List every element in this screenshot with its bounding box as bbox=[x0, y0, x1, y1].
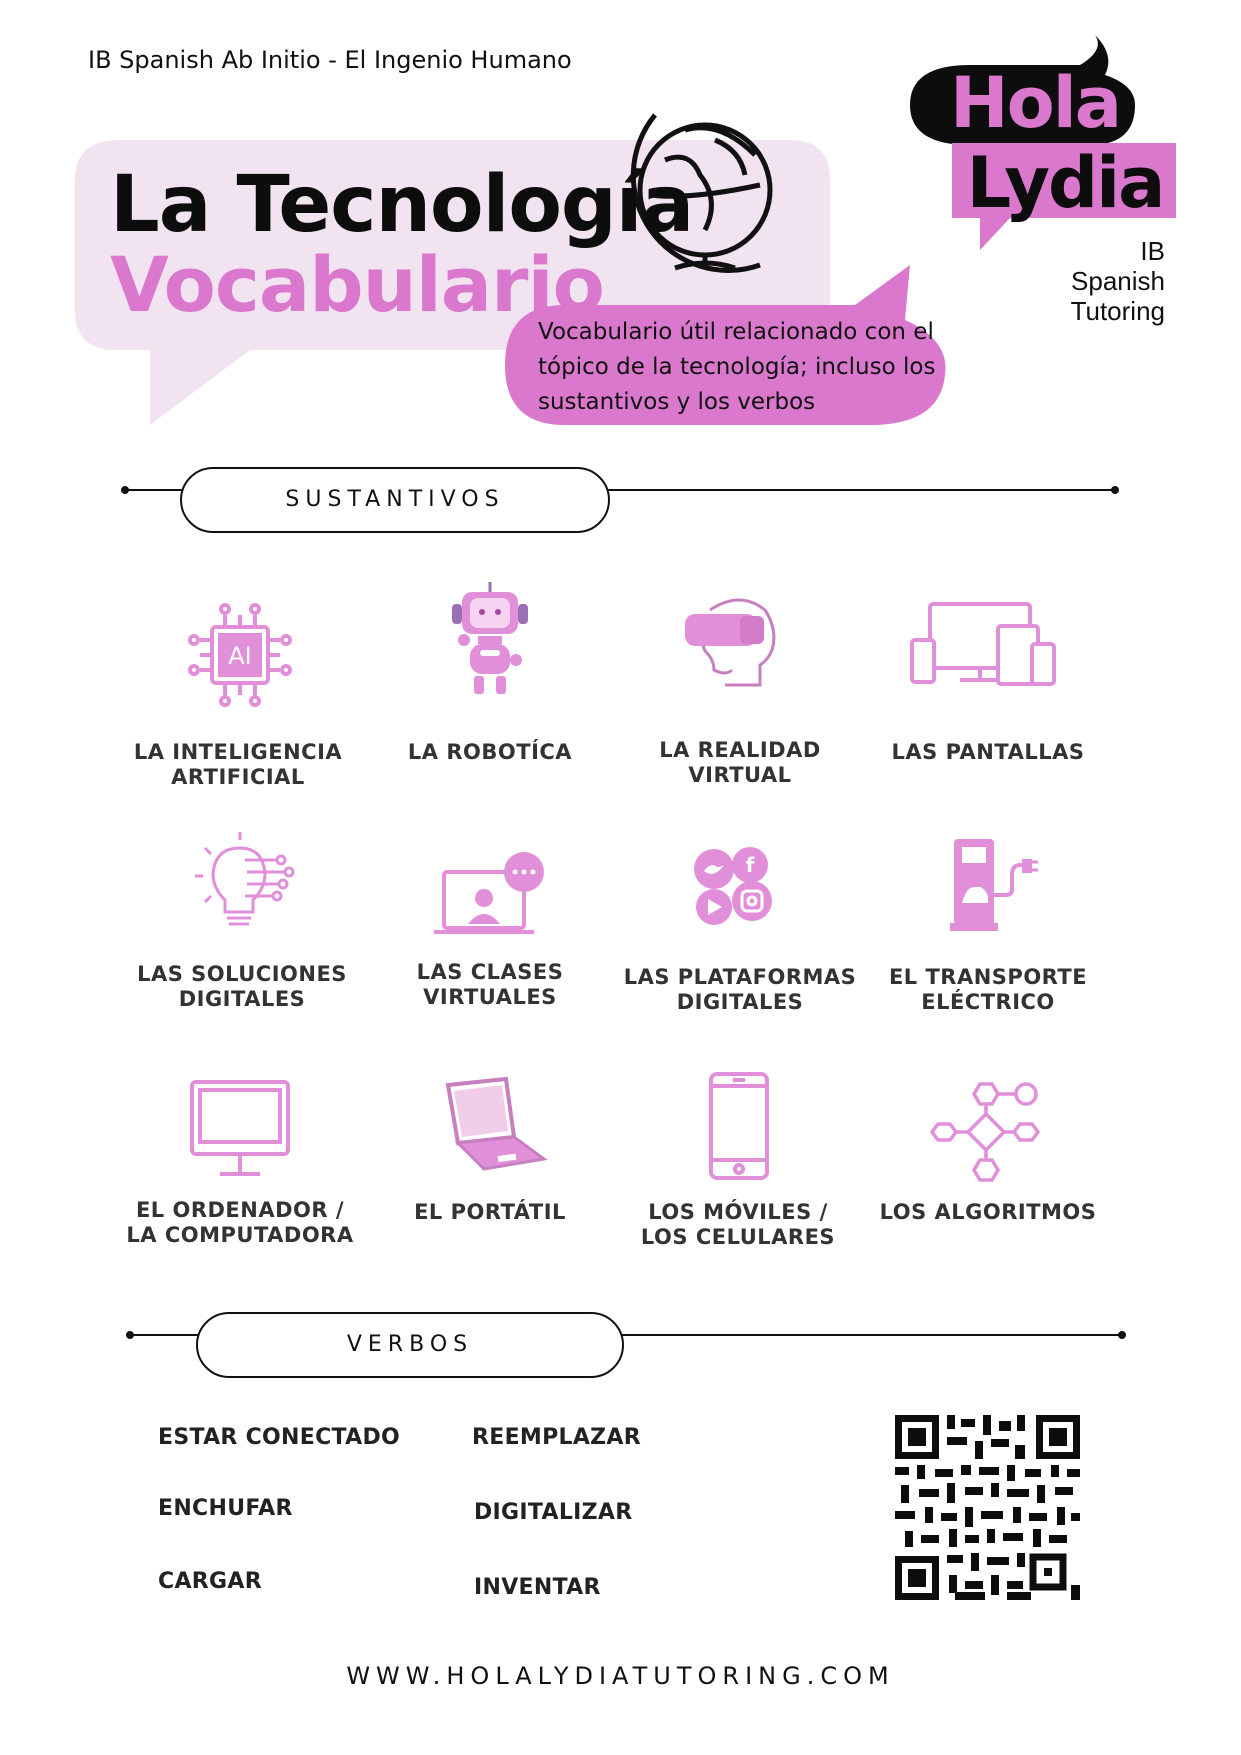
social-platforms-icon bbox=[690, 845, 780, 935]
noun-label-computer bbox=[120, 1198, 360, 1248]
virtual-class-icon bbox=[430, 850, 550, 940]
noun-label-computer-line2: LA COMPUTADORA bbox=[126, 1223, 354, 1247]
noun-label-platforms-line1: LAS PLATAFORMAS bbox=[623, 965, 857, 989]
logo-word-hola: Hola bbox=[950, 62, 1120, 144]
noun-label-digital-solutions-line2: DIGITALES bbox=[178, 987, 306, 1011]
qr-code[interactable] bbox=[895, 1415, 1080, 1600]
screens-icon bbox=[910, 600, 1060, 695]
page-subtitle: Vocabulario bbox=[110, 240, 604, 329]
noun-label-digital-solutions bbox=[122, 962, 362, 1012]
ai-chip-icon bbox=[180, 595, 300, 715]
noun-label-platforms bbox=[620, 965, 860, 1015]
noun-label-vr-line2: VIRTUAL bbox=[688, 763, 792, 787]
noun-label-robotics-line1: LA ROBOTÍCA bbox=[407, 740, 573, 764]
noun-label-robotics bbox=[370, 740, 610, 765]
logo-tagline bbox=[1040, 236, 1165, 326]
noun-label-algorithms-line1: LOS ALGORITMOS bbox=[879, 1200, 1097, 1224]
noun-label-ai-line2: ARTIFICIAL bbox=[171, 765, 305, 789]
ev-charger-icon bbox=[950, 835, 1040, 935]
page-title: La Tecnología bbox=[110, 160, 694, 250]
noun-label-ai-line1: LA INTELIGENCIA bbox=[133, 740, 343, 764]
noun-label-screens-line1: LAS PANTALLAS bbox=[891, 740, 1085, 764]
lightbulb-circuit-icon bbox=[185, 830, 305, 940]
svg-text:f: f bbox=[745, 853, 755, 877]
noun-label-virtual-classes-line1: LAS CLASES bbox=[416, 960, 564, 984]
noun-label-electric-transport-line2: ELÉCTRICO bbox=[921, 990, 1055, 1014]
logo-tagline-line2: Tutoring bbox=[1070, 296, 1165, 326]
noun-label-vr bbox=[620, 738, 860, 788]
noun-label-mobiles-line1: LOS MÓVILES / bbox=[648, 1200, 828, 1224]
svg-text:AI: AI bbox=[228, 642, 252, 670]
course-subtitle: IB Spanish Ab Initio - El Ingenio Humano bbox=[88, 46, 572, 74]
laptop-icon bbox=[440, 1075, 550, 1185]
verbs-heading: VERBOS bbox=[196, 1312, 624, 1378]
website-link[interactable]: WWW.HOLALYDIATUTORING.COM bbox=[346, 1662, 895, 1690]
vr-headset-icon bbox=[680, 590, 790, 700]
noun-label-digital-solutions-line1: LAS SOLUCIONES bbox=[137, 962, 347, 986]
mobile-phone-icon bbox=[705, 1070, 775, 1185]
logo-word-lydia: Lydia bbox=[966, 142, 1164, 224]
nouns-heading: SUSTANTIVOS bbox=[180, 467, 610, 533]
noun-label-electric-transport-line1: EL TRANSPORTE bbox=[888, 965, 1088, 989]
noun-label-mobiles bbox=[618, 1200, 858, 1250]
noun-label-vr-line1: LA REALIDAD bbox=[659, 738, 821, 762]
noun-label-virtual-classes-line2: VIRTUALES bbox=[423, 985, 557, 1009]
verb-inventar: INVENTAR bbox=[474, 1575, 601, 1600]
noun-label-electric-transport bbox=[868, 965, 1108, 1015]
verb-cargar: CARGAR bbox=[158, 1569, 262, 1594]
verb-estar-conectado: ESTAR CONECTADO bbox=[158, 1425, 401, 1450]
desktop-monitor-icon bbox=[188, 1078, 298, 1183]
description-text: Vocabulario útil relacionado con el tópico de la tecnología; incluso los sustantivos y los verbos bbox=[538, 319, 936, 415]
robot-icon bbox=[440, 580, 540, 710]
noun-label-laptop-line1: EL PORTÁTIL bbox=[414, 1200, 566, 1224]
noun-label-laptop bbox=[370, 1200, 610, 1225]
verb-enchufar: ENCHUFAR bbox=[158, 1496, 293, 1521]
noun-label-platforms-line2: DIGITALES bbox=[676, 990, 804, 1014]
algorithm-flowchart-icon bbox=[930, 1080, 1045, 1185]
noun-label-virtual-classes bbox=[370, 960, 610, 1010]
verb-digitalizar: DIGITALIZAR bbox=[474, 1500, 633, 1525]
logo-tagline-line1: IB Spanish bbox=[1071, 236, 1165, 296]
noun-label-screens bbox=[868, 740, 1108, 765]
noun-label-algorithms bbox=[868, 1200, 1108, 1225]
noun-label-ai bbox=[118, 740, 358, 790]
noun-label-mobiles-line2: LOS CELULARES bbox=[640, 1225, 836, 1249]
noun-label-computer-line1: EL ORDENADOR / bbox=[135, 1198, 345, 1222]
verb-reemplazar: REEMPLAZAR bbox=[472, 1425, 641, 1450]
